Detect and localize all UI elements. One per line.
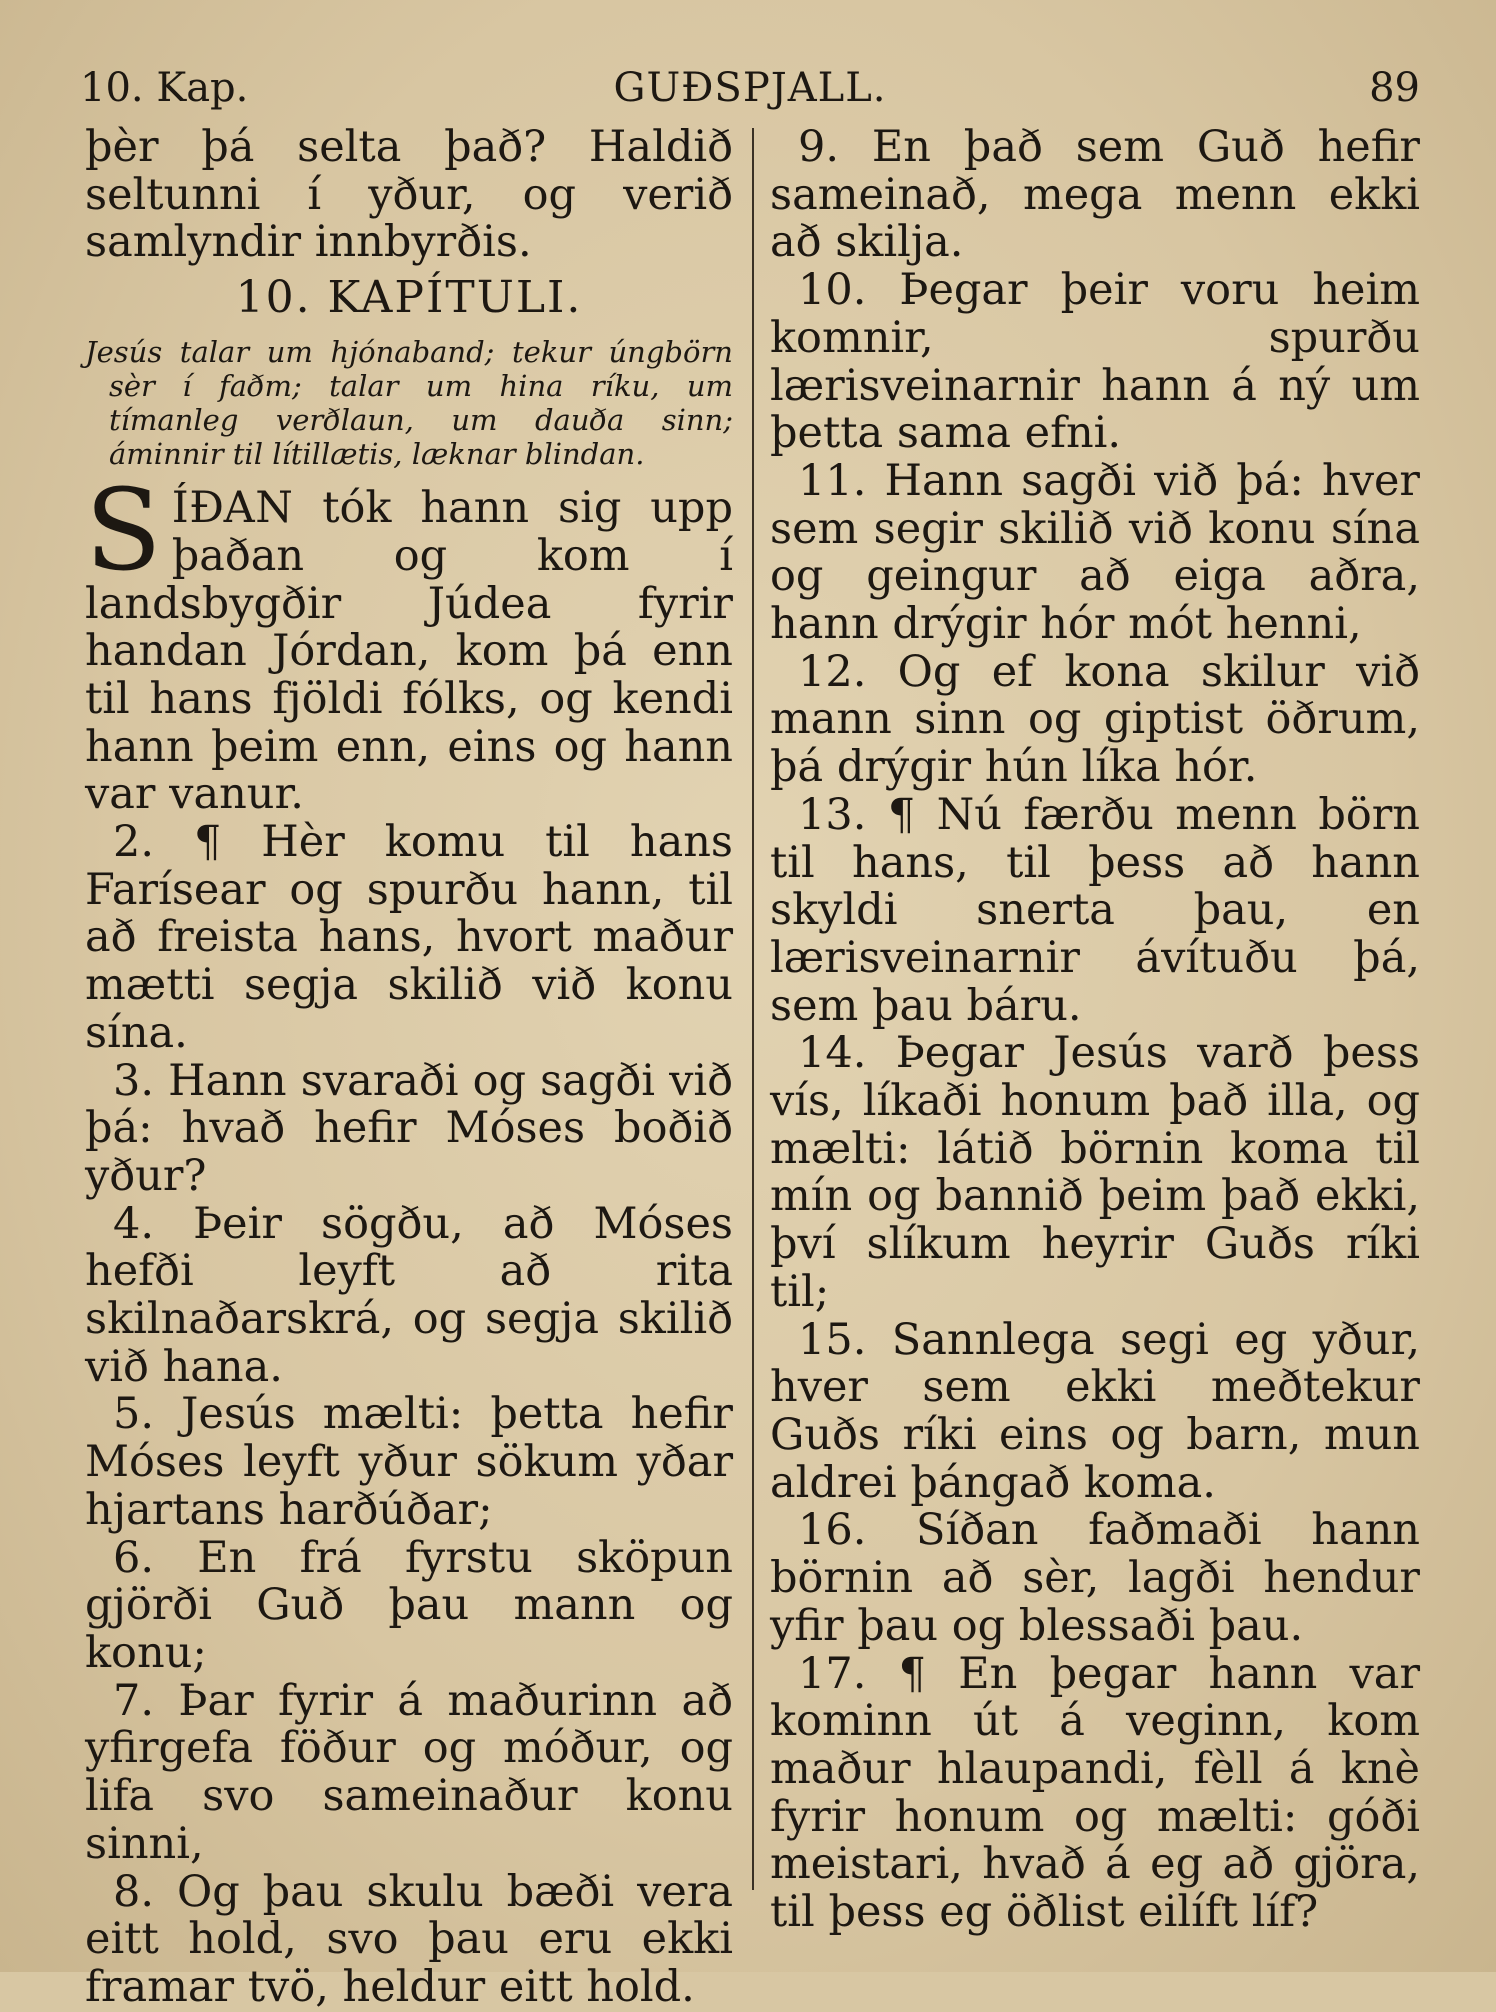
chapter-summary: Jesús talar um hjónaband; tekur úngbörn sèr í faðm; talar um hina ríku, um tímanleg verðlaun, um dauða sinn; áminnir til lítillætis, læknar blindan. (85, 335, 733, 472)
verse-12: 12. Og ef kona skilur við mann sinn og giptist öðrum, þá drýgir hún líka hór. (770, 646, 1420, 793)
chapter-marker: 10. Kap. (80, 65, 249, 111)
verse-4: 4. Þeir sögðu, að Móses hefði leyft að rita skilnaðarskrá, og segja skilið við hana. (85, 1198, 733, 1392)
column-rule (752, 128, 754, 1890)
verse-15: 15. Sannlega segi eg yður, hver sem ekki meðtekur Guðs ríki eins og barn, mun aldrei þángað koma. (770, 1314, 1420, 1508)
right-column (770, 124, 1420, 1937)
page-number: 89 (1369, 65, 1420, 111)
verse-7: 7. Þar fyrir á maðurinn að yfirgefa föður og móður, og lifa svo sameinaður konu sinni, (85, 1675, 733, 1869)
drop-capital: S (85, 466, 162, 597)
verse-9: 9. En það sem Guð hefir sameinað, mega menn ekki að skilja. (770, 122, 1420, 268)
verse-16: 16. Síðan faðmaði hann börnin að sèr, lagði hendur yfir þau og blessaði þau. (770, 1505, 1420, 1651)
verse-13: 13. ¶ Nú færðu menn börn til hans, til þess að hann skyldi snerta þau, en lærisveinarnir ávítuðu þá, sem þau báru. (770, 789, 1420, 1031)
verse-1-text: tók hann sig upp þaðan og kom í landsbygðir Júdea fyrir handan Jórdan, kom þá enn til hans fjöldi fólks, og kendi hann þeim enn, eins og hann var vanur. (85, 483, 733, 820)
continued-verse: þèr þá selta það? Haldið seltunni í yður, og verið samlyndir innbyrðis. (85, 122, 733, 268)
verse-17: 17. ¶ En þegar hann var kominn út á veginn, kom maður hlaupandi, fèll á knè fyrir honum og mælti: góði meistari, hvað á eg að gjöra, til þess eg öðlist eilíft líf? (770, 1648, 1420, 1938)
verse-11: 11. Hann sagði við þá: hver sem segir skilið við konu sína og geingur að eiga aðra, hann drýgir hór mót henni, (770, 455, 1420, 650)
verse-6: 6. En frá fyrstu sköpun gjörði Guð þau mann og konu; (85, 1532, 733, 1678)
chapter-heading: 10. KAPÍTULI. (235, 272, 583, 324)
book-title: GUÐSPJALL. (613, 65, 887, 111)
verse-2: 2. ¶ Hèr komu til hans Farísear og spurðu hann, til að freista hans, hvort maður mætti segja skilið við konu sína. (85, 817, 733, 1058)
verse-3: 3. Hann svaraði og sagði við þá: hvað hefir Móses boðið yður? (85, 1055, 733, 1201)
verse-8: 8. Og þau skulu bæði vera eitt hold, svo þau eru ekki framar tvö, heldur eitt hold. (85, 1866, 733, 2012)
verse-5: 5. Jesús mælti: þetta hefir Móses leyft yður sökum yðar hjartans harðúðar; (85, 1389, 733, 1535)
verse-14: 14. Þegar Jesús varð þess vís, líkaði honum það illa, og mælti: látið börnin koma til mín og bannið þeim það ekki, því slíkum heyrir Guðs ríki til; (770, 1028, 1420, 1317)
running-header (80, 58, 1420, 118)
verse-1-smallcaps: ÍÐAN (171, 483, 294, 534)
verse-1 (85, 466, 733, 820)
left-column (85, 124, 733, 2012)
verse-10: 10. Þegar þeir voru heim komnir, spurðu lærisveinarnir hann á ný um þetta sama efni. (770, 265, 1420, 459)
